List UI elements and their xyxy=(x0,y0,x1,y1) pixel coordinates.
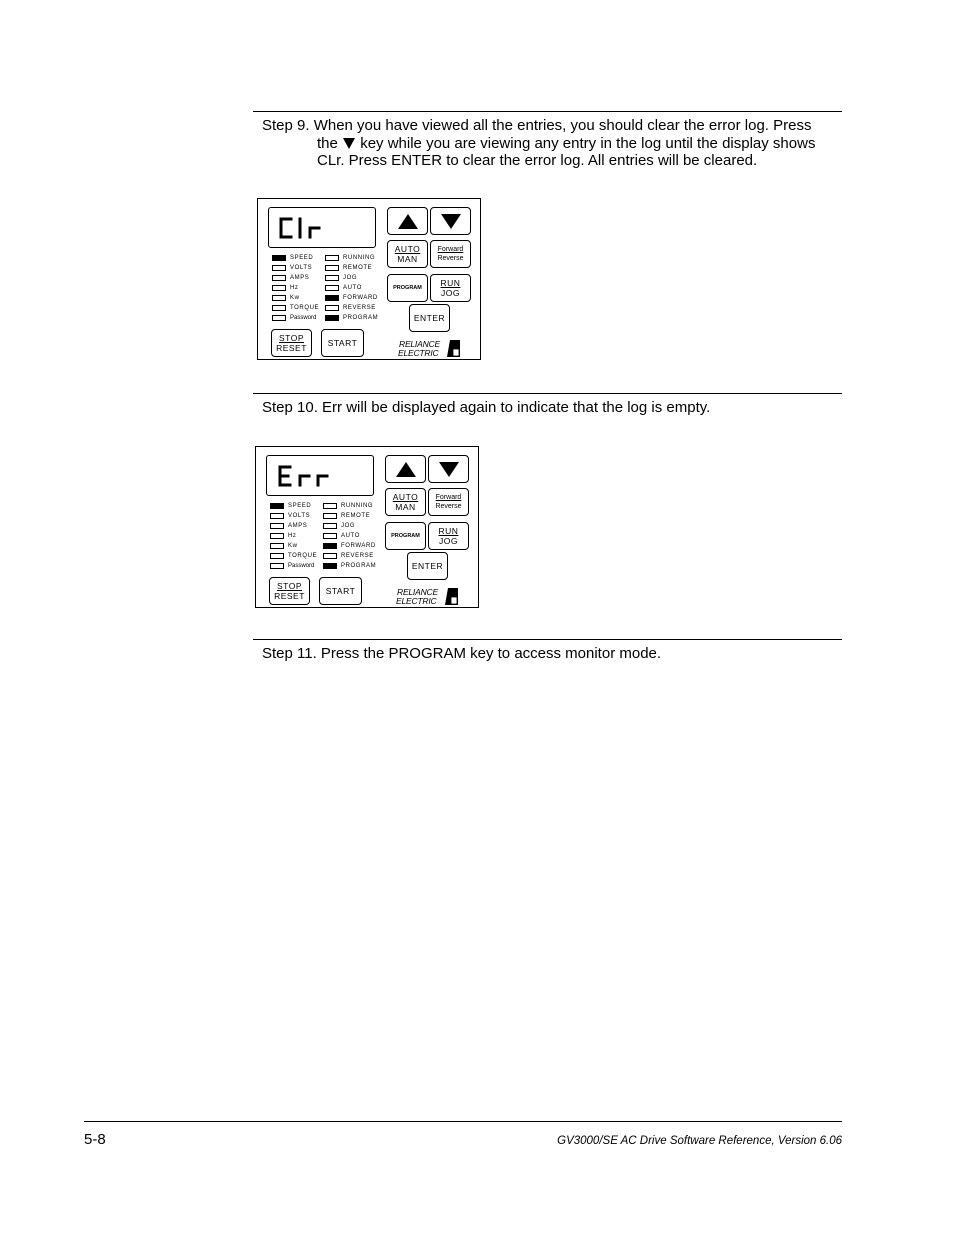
auto-man-button[interactable]: AUTO MAN xyxy=(385,488,426,516)
up-arrow-icon xyxy=(396,462,416,477)
led-program: PROGRAM xyxy=(325,314,378,322)
led-auto: AUTO xyxy=(325,284,362,292)
down-arrow-icon xyxy=(439,462,459,477)
program-button[interactable]: PROGRAM xyxy=(387,274,428,302)
step-9-text: Step 9. When you have viewed all the entries, you should clear the error log. Press the key while you are viewing any entry in the log until the display shows CLr. Press ENTER to clear the error log. All entries will be cleared. xyxy=(262,117,816,169)
auto-man-button[interactable]: AUTO MAN xyxy=(387,240,428,268)
enter-button[interactable]: ENTER xyxy=(407,552,448,580)
led-forward: FORWARD xyxy=(325,294,378,302)
led-forward: FORWARD xyxy=(323,542,376,550)
reliance-logo-icon xyxy=(447,340,460,357)
led-kw: Kw xyxy=(272,294,300,302)
program-button[interactable]: PROGRAM xyxy=(385,522,426,550)
stop-reset-button[interactable]: STOP RESET xyxy=(269,577,310,605)
section-rule xyxy=(253,393,842,394)
brand-name: RELIANCE ELECTRIC xyxy=(396,587,438,606)
stop-reset-button[interactable]: STOP RESET xyxy=(271,329,312,357)
led-remote: REMOTE xyxy=(323,512,370,520)
led-amps: AMPS xyxy=(270,522,307,530)
display-readout xyxy=(269,208,375,247)
run-jog-button[interactable]: RUN JOG xyxy=(428,522,469,550)
start-button[interactable]: START xyxy=(319,577,362,605)
down-arrow-icon xyxy=(343,138,355,149)
footer-title: GV3000/SE AC Drive Software Reference, Version 6.06 xyxy=(557,1135,842,1147)
led-kw: Kw xyxy=(270,542,298,550)
brand-name: RELIANCE ELECTRIC xyxy=(398,339,440,358)
forward-reverse-button[interactable]: Forward Reverse xyxy=(430,240,471,268)
led-reverse: REVERSE xyxy=(323,552,374,560)
led-password: Password xyxy=(272,314,316,322)
led-hz: Hz xyxy=(272,284,299,292)
led-volts: VOLTS xyxy=(272,264,312,272)
forward-reverse-button[interactable]: Forward Reverse xyxy=(428,488,469,516)
led-torque: TORQUE xyxy=(270,552,317,560)
led-jog: JOG xyxy=(323,522,355,530)
led-speed: SPEED xyxy=(270,502,311,510)
led-reverse: REVERSE xyxy=(325,304,376,312)
section-rule xyxy=(253,111,842,112)
led-volts: VOLTS xyxy=(270,512,310,520)
down-arrow-icon xyxy=(441,214,461,229)
led-program: PROGRAM xyxy=(323,562,376,570)
up-arrow-icon xyxy=(398,214,418,229)
display-readout xyxy=(267,456,373,495)
step-11-text: Step 11. Press the PROGRAM key to access monitor mode. xyxy=(262,645,662,662)
led-speed: SPEED xyxy=(272,254,313,262)
enter-button[interactable]: ENTER xyxy=(409,304,450,332)
led-auto: AUTO xyxy=(323,532,360,540)
led-password: Password xyxy=(270,562,314,570)
up-button[interactable] xyxy=(387,207,428,235)
keypad-panel xyxy=(255,446,479,608)
run-jog-button[interactable]: RUN JOG xyxy=(430,274,471,302)
down-button[interactable] xyxy=(428,455,469,483)
led-jog: JOG xyxy=(325,274,357,282)
led-running: RUNNING xyxy=(323,502,373,510)
down-button[interactable] xyxy=(430,207,471,235)
page-number: 5-8 xyxy=(84,1131,106,1148)
led-torque: TORQUE xyxy=(272,304,319,312)
up-button[interactable] xyxy=(385,455,426,483)
section-rule xyxy=(253,639,842,640)
lcd-display xyxy=(268,207,376,248)
led-remote: REMOTE xyxy=(325,264,372,272)
step-10-text: Step 10. Err will be displayed again to indicate that the log is empty. xyxy=(262,399,711,416)
reliance-logo-icon xyxy=(445,588,458,605)
led-running: RUNNING xyxy=(325,254,375,262)
keypad-panel xyxy=(257,198,481,360)
footer-rule xyxy=(84,1121,842,1122)
led-amps: AMPS xyxy=(272,274,309,282)
start-button[interactable]: START xyxy=(321,329,364,357)
led-hz: Hz xyxy=(270,532,297,540)
lcd-display xyxy=(266,455,374,496)
